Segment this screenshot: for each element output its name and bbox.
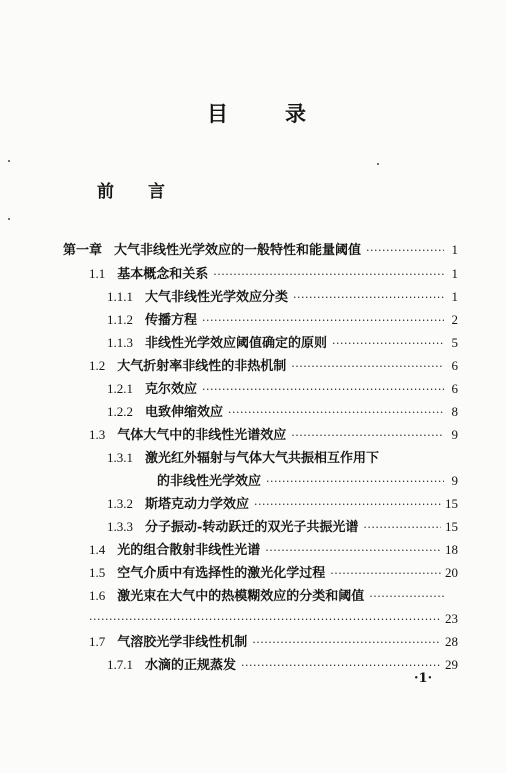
entry-title: 克尔效应 [145, 382, 198, 397]
entry-page: 29 [445, 657, 458, 672]
toc-entry [107, 450, 458, 467]
entry-number: 1.1.2 [107, 312, 133, 327]
dot-leader [252, 635, 441, 651]
entry-title: 水滴的正规蒸发 [145, 658, 237, 673]
preface-char-1: 前 [97, 182, 114, 202]
toc-entry [89, 542, 458, 559]
entry-title: 光的组合散射非线性光谱 [117, 543, 261, 558]
entry-number: 1.1 [89, 266, 106, 281]
entry-number: 1.3.3 [107, 519, 133, 534]
entry-title: 斯塔克动力学效应 [145, 497, 250, 512]
toc-entry [107, 289, 458, 306]
entry-page: 8 [451, 404, 458, 419]
entry-number: 1.6 [89, 588, 106, 603]
entry-page: 1 [451, 266, 458, 281]
entry-title: 的非线性光学效应 [157, 474, 262, 489]
heading-char-1: 目 [207, 101, 228, 126]
entry-title: 气溶胶光学非线性机制 [117, 635, 248, 650]
toc-entry-continuation [89, 611, 458, 628]
toc-entry [89, 266, 458, 283]
dot-leader [332, 336, 444, 352]
preface-char-2: 言 [148, 182, 165, 202]
toc-entry [89, 358, 458, 375]
dot-leader [363, 520, 441, 536]
dot-leader [228, 405, 444, 421]
toc-entry [107, 519, 458, 536]
entry-title: 大气折射率非线性的非热机制 [117, 359, 287, 374]
entry-page: 5 [451, 335, 458, 350]
dot-leader [266, 474, 444, 490]
entry-title: 基本概念和关系 [117, 267, 209, 282]
entry-page: 15 [445, 519, 458, 534]
toc-entry [63, 242, 458, 259]
dot-leader [291, 359, 444, 375]
entry-title: 气体大气中的非线性光谱效应 [117, 428, 287, 443]
entry-title: 大气非线性光学效应分类 [145, 290, 289, 305]
entry-title: 激光红外辐射与气体大气共振相互作用下 [145, 451, 380, 466]
entry-page: 18 [445, 542, 458, 557]
toc-entry [89, 588, 458, 605]
toc-entry [107, 335, 458, 352]
entry-page: 1 [451, 289, 458, 304]
entry-number: 1.1.1 [107, 289, 133, 304]
dot-leader [293, 290, 444, 306]
entry-number: 1.7 [89, 634, 106, 649]
entry-number: 1.7.1 [107, 657, 133, 672]
heading-char-2: 录 [285, 101, 306, 126]
entry-number: 1.3 [89, 427, 106, 442]
entry-page: 23 [445, 611, 458, 626]
entry-page: 6 [451, 358, 458, 373]
entry-page: 15 [445, 496, 458, 511]
entry-page: 9 [451, 473, 458, 488]
toc-entry [89, 565, 458, 582]
toc-entry-continuation [157, 473, 458, 490]
dot-leader [254, 497, 441, 513]
scan-speck [8, 160, 10, 162]
dot-leader [202, 382, 444, 398]
dot-leader [265, 543, 441, 559]
entry-number: 1.2.1 [107, 381, 133, 396]
toc-entry [107, 657, 458, 674]
toc-entry [107, 381, 458, 398]
entry-title: 激光束在大气中的热模糊效应的分类和阈值 [117, 589, 365, 604]
entry-number: 1.2.2 [107, 404, 133, 419]
entry-page: 9 [451, 427, 458, 442]
toc-entry [107, 312, 458, 329]
dot-leader [366, 243, 444, 259]
entry-number: 1.1.3 [107, 335, 133, 350]
toc-entry [107, 496, 458, 513]
toc-entry [107, 404, 458, 421]
dot-leader [291, 428, 444, 444]
entry-number: 1.4 [89, 542, 106, 557]
entry-number: 1.3.2 [107, 496, 133, 511]
entry-title: 传播方程 [145, 313, 198, 328]
scan-speck [377, 163, 379, 165]
toc-entry [89, 427, 458, 444]
dot-leader [89, 612, 441, 628]
entry-title: 空气介质中有选择性的激光化学过程 [117, 566, 326, 581]
entry-page: 1 [451, 242, 458, 257]
dot-leader [330, 566, 441, 582]
entry-page: 6 [451, 381, 458, 396]
entry-title: 大气非线性光学效应的一般特性和能量阈值 [114, 243, 362, 258]
entry-page: 2 [451, 312, 458, 327]
entry-number: 1.5 [89, 565, 106, 580]
entry-page: 20 [445, 565, 458, 580]
dot-leader [369, 589, 444, 605]
dot-leader [202, 313, 444, 329]
toc-entry [89, 634, 458, 651]
entry-title: 电致伸缩效应 [145, 405, 224, 420]
entry-number: 第一章 [63, 242, 103, 257]
entry-page: 28 [445, 634, 458, 649]
entry-title: 非线性光学效应阈值确定的原则 [145, 336, 328, 351]
dot-leader [241, 658, 441, 674]
entry-title: 分子振动-转动跃迁的双光子共振光谱 [145, 520, 359, 535]
entry-number: 1.3.1 [107, 450, 133, 465]
page-number: ·1· [414, 671, 433, 686]
dot-leader [213, 267, 444, 283]
scan-speck [8, 218, 10, 220]
entry-number: 1.2 [89, 358, 106, 373]
